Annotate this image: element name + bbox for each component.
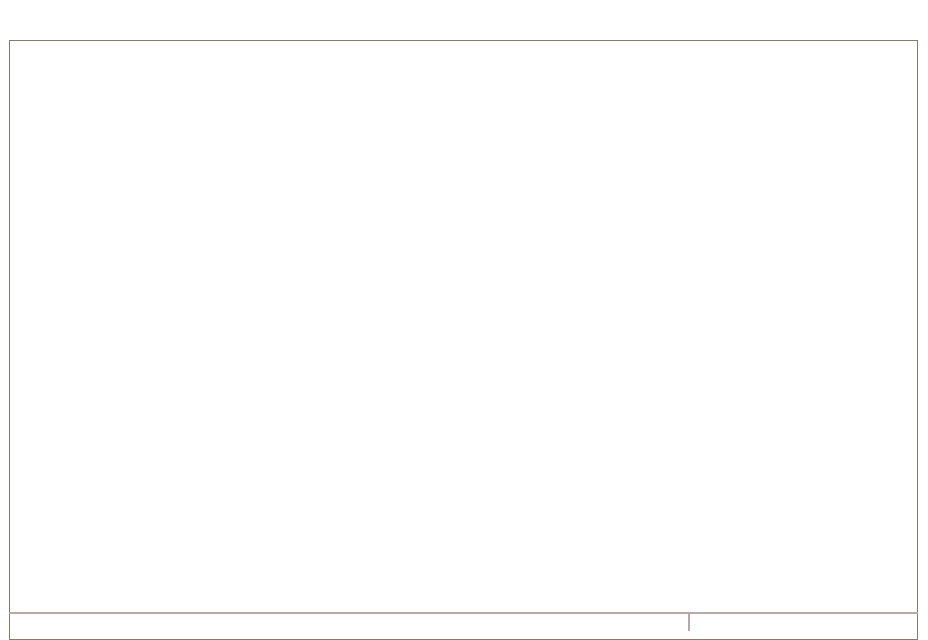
pedigree-chart: [9, 40, 918, 640]
footer-divider: [9, 612, 918, 614]
footer-column-divider: [688, 612, 690, 631]
